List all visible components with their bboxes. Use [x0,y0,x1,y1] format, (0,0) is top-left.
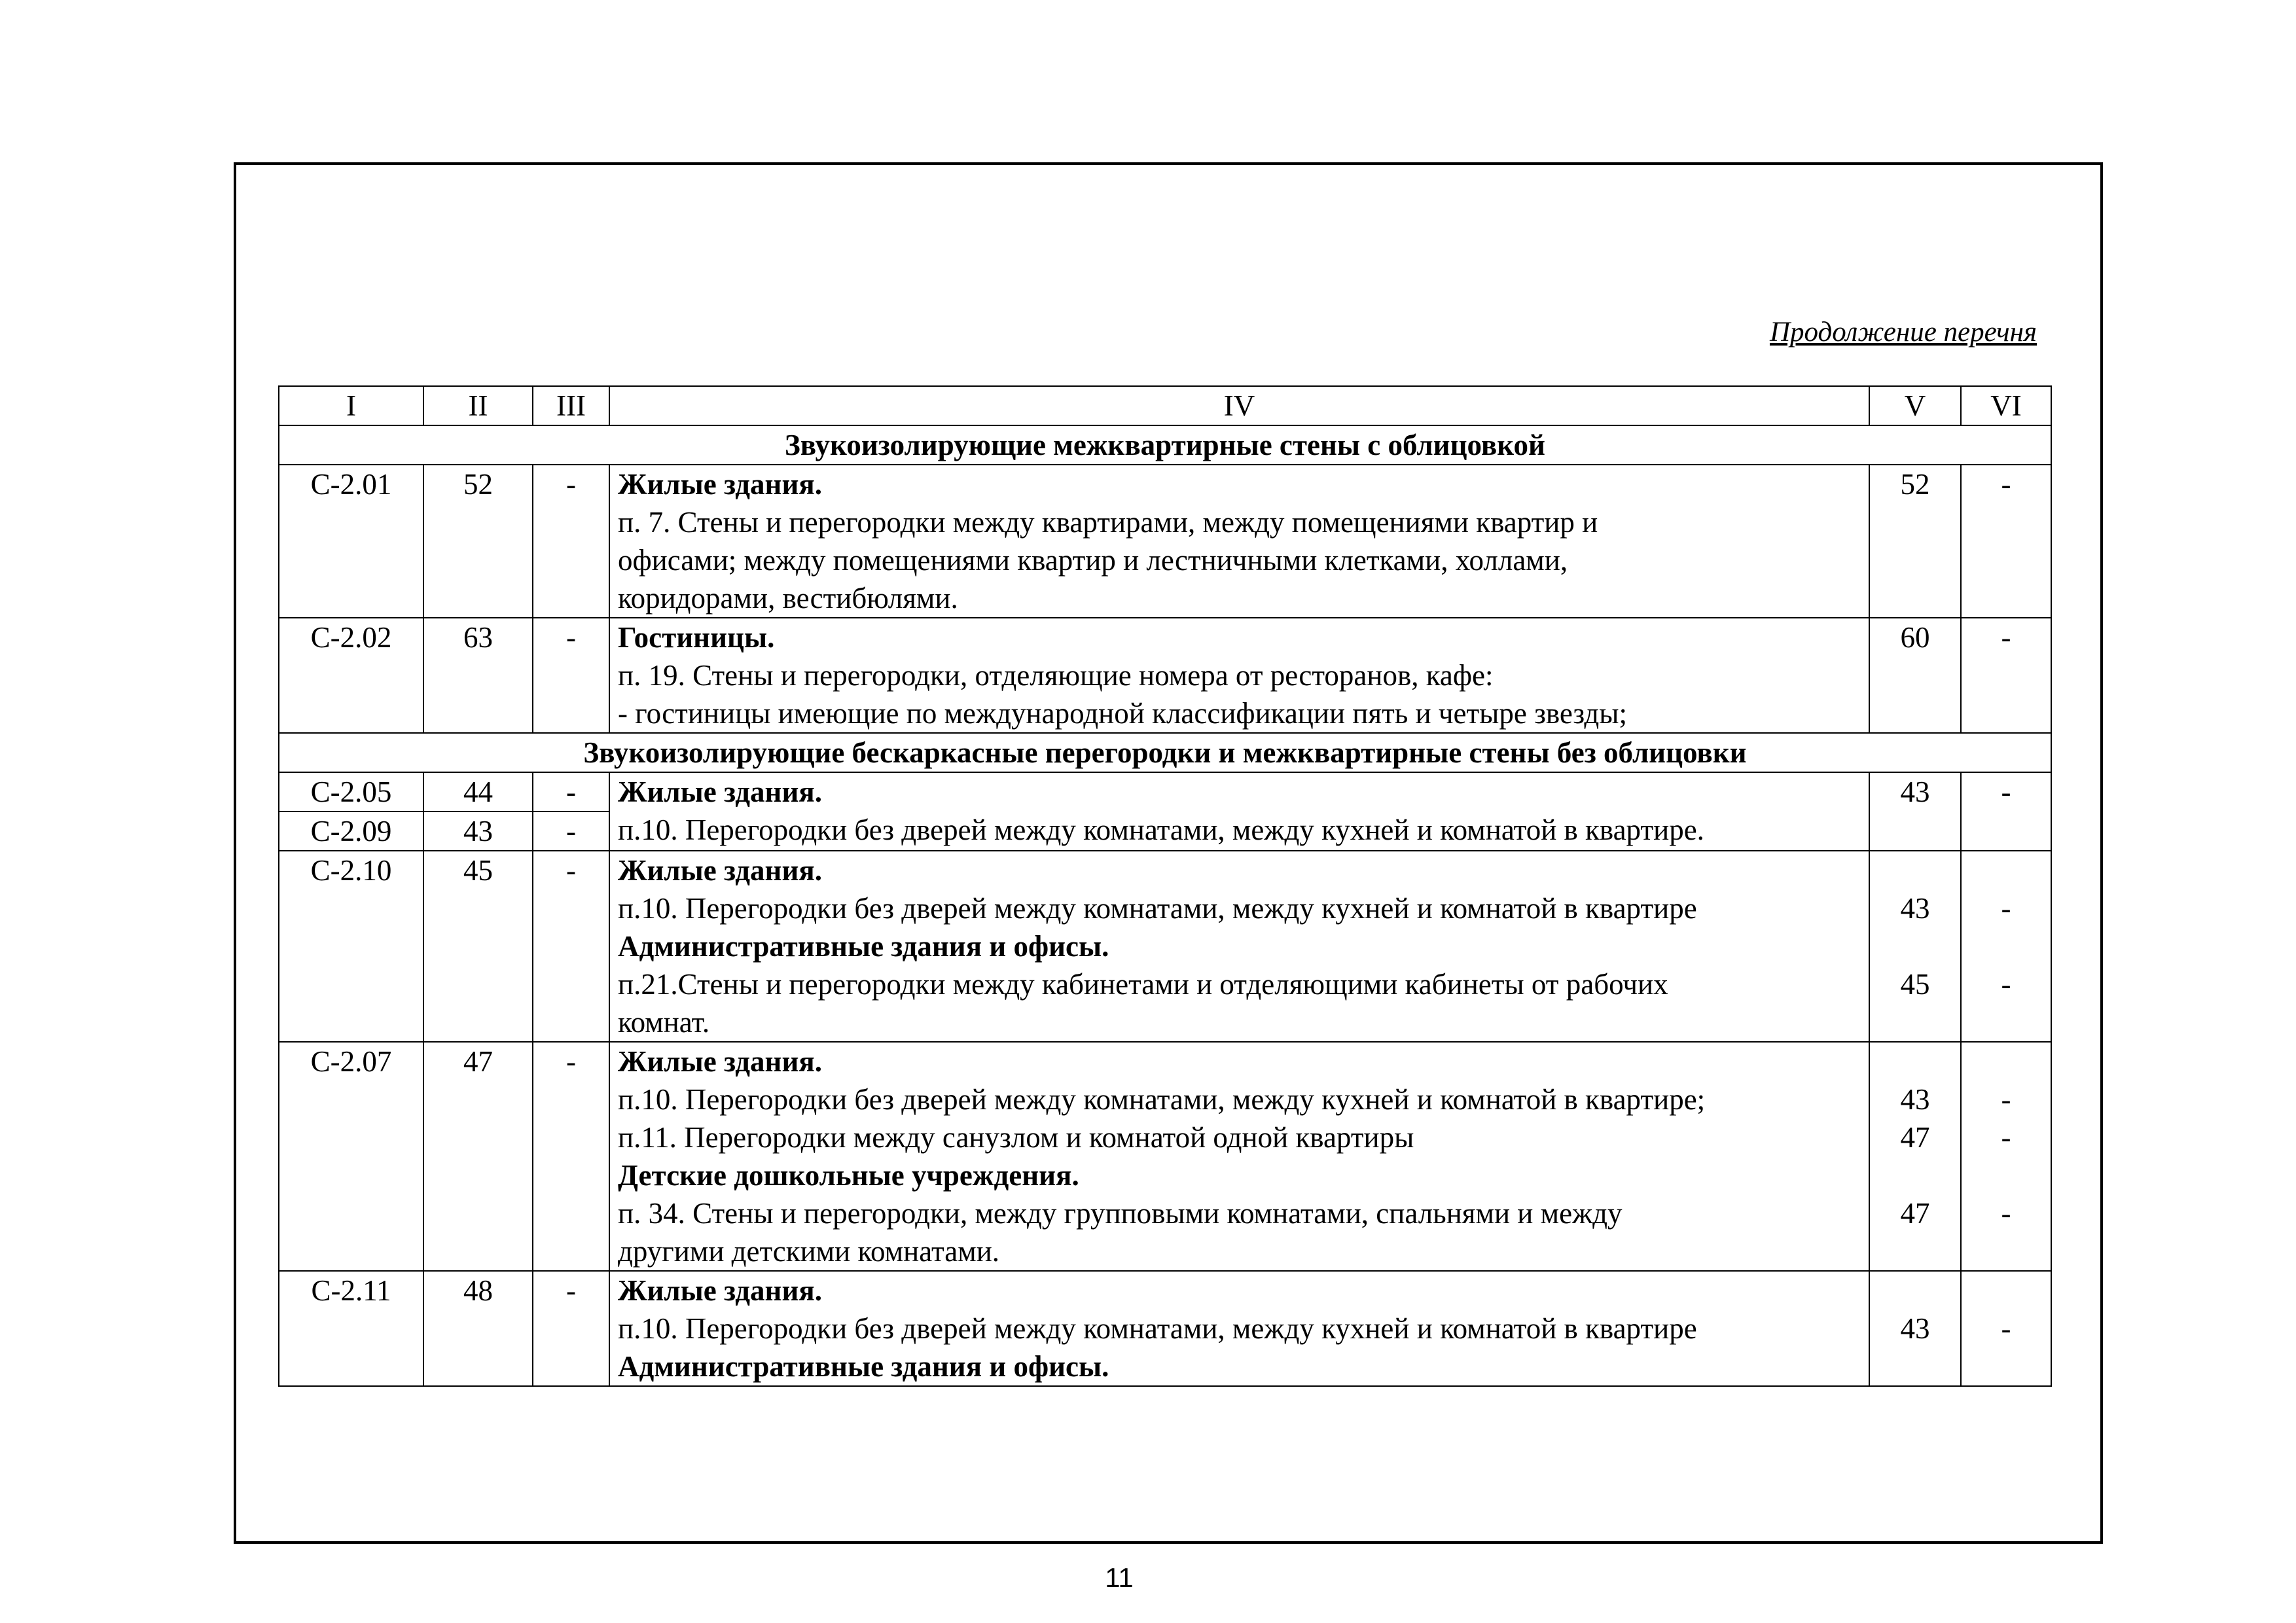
description-text: п.21.Стены и перегородки между кабинетами и отделяющими кабинеты от рабочих [618,968,1668,1001]
value-vi-cell [1961,1042,2051,1271]
value-ii-cell: 52 [423,465,533,618]
building-type-heading: Жилые здания. [618,776,823,808]
value-iii-cell: - [533,851,609,1042]
value-ii-cell: 48 [423,1271,533,1386]
description-cell [609,618,1869,733]
value-v: 43 [1900,1083,1930,1116]
value-v-cell [1869,851,1961,1042]
value-vi: - [2001,1121,2011,1154]
value-vi: - [2001,1083,2011,1116]
page-number: 11 [1105,1562,1134,1593]
description-text: п. 19. Стены и перегородки, отделяющие номера от ресторанов, кафе: [618,659,1494,692]
section-title: Звукоизолирующие бескаркасные перегородки и межквартирные стены без облицовки [279,733,2051,772]
code-cell: С-2.07 [279,1042,423,1271]
building-type-heading: Административные здания и офисы. [618,1350,1109,1383]
description-text: п.10. Перегородки без дверей между комнатами, между кухней и комнатой в квартире [618,1312,1697,1345]
value-v: 47 [1900,1197,1930,1230]
value-v-cell [1869,1271,1961,1386]
column-header: VI [1961,386,2051,425]
value-ii-cell: 44 [423,772,533,812]
description-text: п. 7. Стены и перегородки между квартирами, между помещениями квартир и [618,506,1598,539]
value-ii-cell: 45 [423,851,533,1042]
value-iii-cell: - [533,1042,609,1271]
description-text: коридорами, вестибюлями. [618,582,958,615]
value-vi: - [2001,1197,2011,1230]
code-cell: С-2.09 [279,812,423,851]
building-type-heading: Жилые здания. [618,1274,823,1307]
column-header: II [423,386,533,425]
description-text: комнат. [618,1006,710,1039]
description-cell [609,851,1869,1042]
description-text: п. 34. Стены и перегородки, между групповыми комнатами, спальнями и между [618,1197,1623,1230]
description-cell [609,1042,1869,1271]
code-cell: С-2.11 [279,1271,423,1386]
column-header: V [1869,386,1961,425]
value-v: 43 [1900,1312,1930,1345]
value-vi-cell: - [1961,618,2051,733]
description-cell [609,1271,1869,1386]
column-header: III [533,386,609,425]
building-type-heading: Жилые здания. [618,854,823,887]
description-text: п.10. Перегородки без дверей между комнатами, между кухней и комнатой в квартире [618,892,1697,925]
value-ii-cell: 63 [423,618,533,733]
building-type-heading: Жилые здания. [618,468,823,501]
value-iii-cell: - [533,618,609,733]
value-iii-cell: - [533,1271,609,1386]
value-v-cell: 60 [1869,618,1961,733]
value-ii-cell: 47 [423,1042,533,1271]
continuation-label: Продолжение перечня [1769,317,2037,348]
building-type-heading: Жилые здания. [618,1045,823,1078]
value-iii-cell: - [533,772,609,812]
code-cell: С-2.10 [279,851,423,1042]
value-vi-cell: - [1961,465,2051,618]
description-cell [609,772,1869,851]
code-cell: С-2.05 [279,772,423,812]
section-header-row [279,425,2051,465]
description-text: другими детскими комнатами. [618,1235,1000,1268]
description-text: офисами; между помещениями квартир и лестничными клетками, холлами, [618,544,1568,577]
noise-insulation-table [278,385,2052,1387]
value-ii-cell: 43 [423,812,533,851]
table-row [279,772,2051,812]
value-iii-cell: - [533,812,609,851]
code-cell: С-2.02 [279,618,423,733]
building-type-heading: Детские дошкольные учреждения. [618,1159,1079,1192]
value-vi: - [2001,892,2011,925]
value-vi: - [2001,968,2011,1001]
description-text: п.10. Перегородки без дверей между комнатами, между кухней и комнатой в квартире; [618,1083,1706,1116]
section-title: Звукоизолирующие межквартирные стены с облицовкой [279,425,2051,465]
column-header: I [279,386,423,425]
value-v: 45 [1900,968,1930,1001]
value-v-cell: 43 [1869,772,1961,851]
column-header: IV [609,386,1869,425]
code-cell: С-2.01 [279,465,423,618]
value-vi-cell: - [1961,772,2051,851]
description-text: - гостиницы имеющие по международной классификации пять и четыре звезды; [618,697,1627,730]
value-vi: - [2001,1312,2011,1345]
description-text: п.10. Перегородки без дверей между комнатами, между кухней и комнатой в квартире. [618,813,1704,846]
building-type-heading: Административные здания и офисы. [618,930,1109,963]
value-v: 43 [1900,892,1930,925]
value-v-cell [1869,1042,1961,1271]
table-row [279,618,2051,733]
table-row [279,1271,2051,1386]
table-row [279,1042,2051,1271]
building-type-heading: Гостиницы. [618,621,775,654]
value-iii-cell: - [533,465,609,618]
section-header-row [279,733,2051,772]
description-cell [609,465,1869,618]
description-text: п.11. Перегородки между санузлом и комнатой одной квартиры [618,1121,1414,1154]
value-vi-cell [1961,1271,2051,1386]
value-vi-cell [1961,851,2051,1042]
table-row [279,851,2051,1042]
table-row [279,465,2051,618]
table-header-row [279,386,2051,425]
value-v: 47 [1900,1121,1930,1154]
value-v-cell: 52 [1869,465,1961,618]
